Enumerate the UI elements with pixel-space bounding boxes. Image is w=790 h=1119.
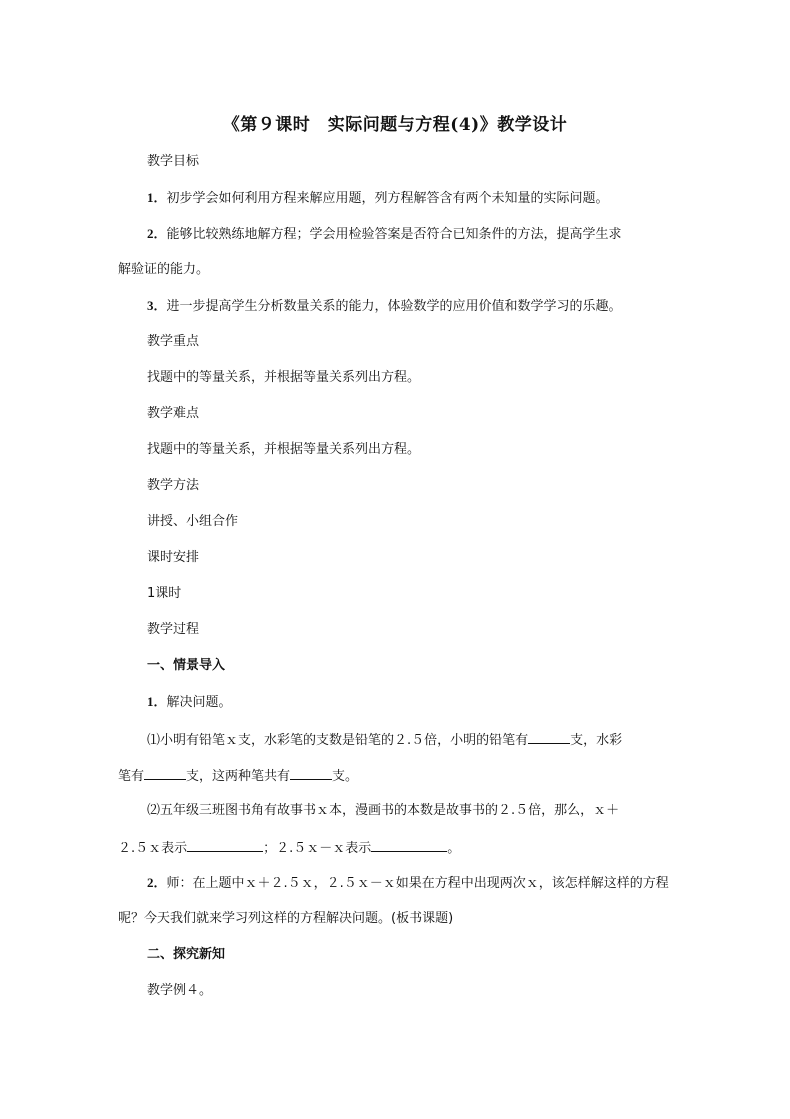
- question-1-text-c: 笔有: [118, 769, 145, 784]
- section-1-heading: 一、情景导入: [147, 658, 226, 673]
- schedule-text: 1课时: [147, 586, 182, 601]
- schedule-heading: 课时安排: [147, 550, 200, 565]
- objective-1-number: 1．: [147, 190, 167, 205]
- question-2-text-a: ２.５ｘ表示: [118, 841, 188, 856]
- process-heading: 教学过程: [147, 622, 200, 637]
- question-2-line-2: [118, 838, 460, 858]
- section-2-heading: 二、探究新知: [147, 947, 226, 962]
- objective-1: [147, 189, 609, 208]
- objective-3: [147, 297, 622, 316]
- objective-2-number: 2．: [147, 226, 167, 241]
- key-points-text: 找题中的等量关系，并根据等量关系列出方程。: [147, 370, 421, 385]
- question-1-text-e: 支。: [332, 769, 359, 784]
- objective-3-number: 3．: [147, 298, 167, 313]
- answer-blank: [144, 766, 186, 780]
- objective-2-continued: 解验证的能力。: [118, 262, 210, 277]
- answer-blank: [187, 838, 263, 852]
- section-1-item-2-continued: 呢？今天我们就来学习列这样的方程解决问题。(板书课题): [118, 911, 454, 926]
- methods-text: 讲授、小组合作: [147, 514, 239, 529]
- section-1-item-2: [147, 874, 669, 893]
- answer-blank: [371, 838, 447, 852]
- question-1-text-b: 支，水彩: [570, 733, 623, 748]
- section-1-item-2-number: 2．: [147, 875, 167, 890]
- methods-heading: 教学方法: [147, 478, 200, 493]
- question-1-text-a: ⑴小明有铅笔ｘ支，水彩笔的支数是铅笔的２.５倍，小明的铅笔有: [147, 733, 529, 748]
- question-1-line-1: [147, 730, 622, 750]
- objective-1-text: 初步学会如何利用方程来解应用题，列方程解答含有两个未知量的实际问题。: [166, 191, 609, 206]
- objective-2-text: 能够比较熟练地解方程；学会用检验答案是否符合已知条件的方法，提高学生求: [166, 227, 622, 242]
- objective-3-text: 进一步提高学生分析数量关系的能力，体验数学的应用价值和数学学习的乐趣。: [166, 299, 622, 314]
- section-2-text: 教学例４。: [147, 983, 213, 998]
- question-1-line-2: [118, 766, 358, 786]
- section-1-item-1: [147, 693, 232, 712]
- difficulties-heading: 教学难点: [147, 406, 200, 421]
- key-points-heading: 教学重点: [147, 334, 200, 349]
- question-2-line-1: ⑵五年级三班图书角有故事书ｘ本，漫画书的本数是故事书的２.５倍，那么，ｘ＋: [147, 803, 620, 818]
- section-1-item-1-number: 1．: [147, 694, 167, 709]
- section-1-item-1-text: 解决问题。: [166, 695, 232, 710]
- page-title: 《第９课时 实际问题与方程(4)》教学设计: [222, 115, 568, 135]
- question-2-text-c: 。: [447, 841, 461, 856]
- objectives-heading: 教学目标: [147, 154, 200, 169]
- question-1-text-d: 支，这两种笔共有: [186, 769, 291, 784]
- question-2-text-b: ；２.５ｘ－ｘ表示: [263, 841, 372, 856]
- section-1-item-2-text: 师：在上题中ｘ＋２.５ｘ，２.５ｘ－ｘ如果在方程中出现两次ｘ，该怎样解这样的方程: [166, 876, 669, 891]
- answer-blank: [528, 730, 570, 744]
- difficulties-text: 找题中的等量关系，并根据等量关系列出方程。: [147, 442, 421, 457]
- answer-blank: [290, 766, 332, 780]
- objective-2: [147, 225, 622, 244]
